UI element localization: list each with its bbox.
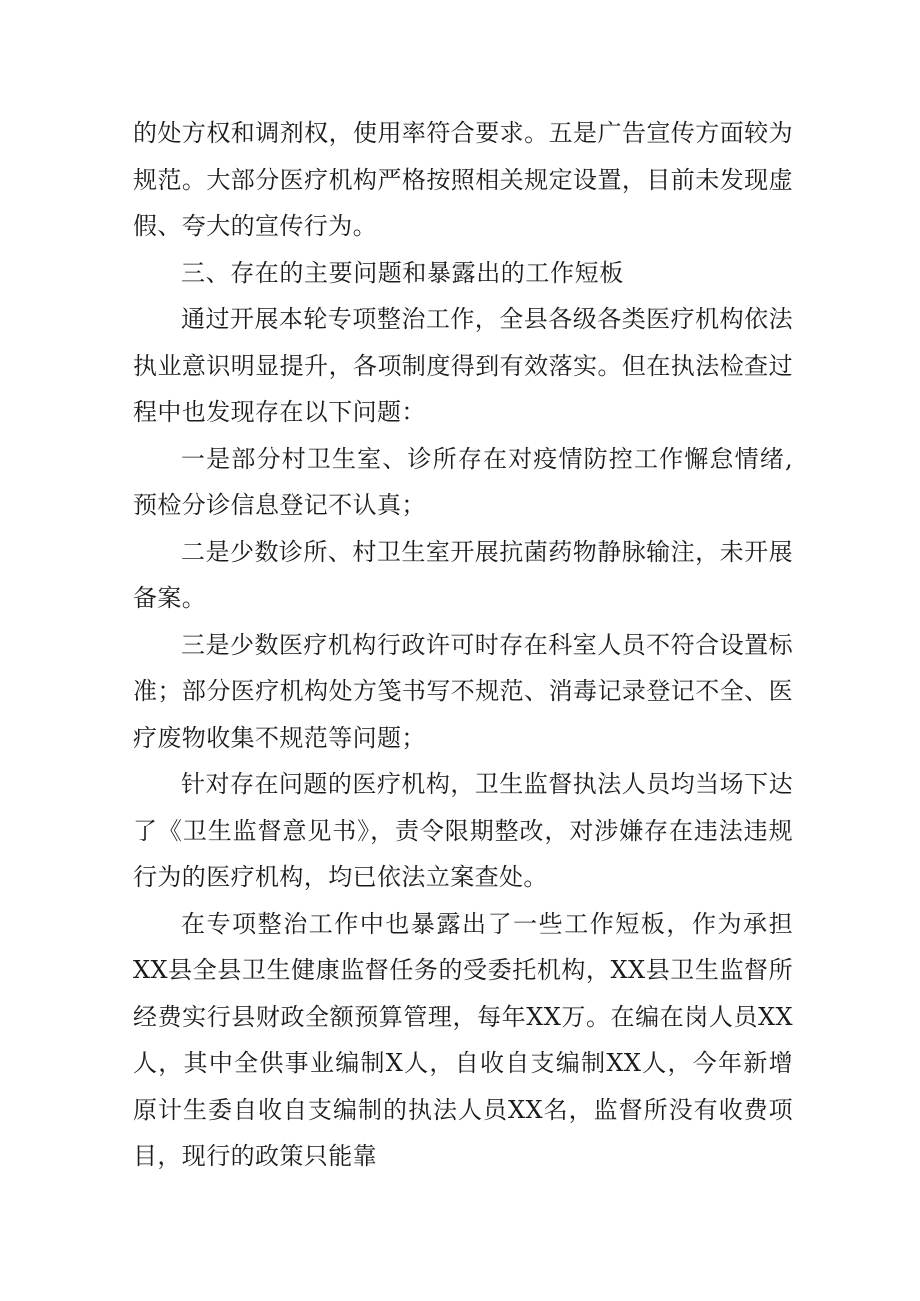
paragraph-problem-three: 三是少数医疗机构行政许可时存在科室人员不符合设置标准；部分医疗机构处方笺书写不规范、消毒记录登记不全、医疗废物收集不规范等问题；	[133, 630, 793, 752]
paragraph-shortcomings: 在专项整治工作中也暴露出了一些工作短板，作为承担XX县全县卫生健康监督任务的受委托机构，XX县卫生监督所经费实行县财政全额预算管理，每年XX万。在编在岗人员XX人，其中全供事业编制X人，自收自支编制XX人，今年新增原计生委自收自支编制的执法人员XX名，监督所没有收费项目，现行的政策只能靠	[133, 909, 793, 1170]
paragraph-continuation: 的处方权和调剂权，使用率符合要求。五是广告宣传方面较为规范。大部分医疗机构严格按照相关规定设置，目前未发现虚假、夸大的宣传行为。	[133, 119, 793, 240]
paragraph-problem-two: 二是少数诊所、村卫生室开展抗菌药物静脉输注，未开展备案。	[133, 537, 793, 612]
paragraph-overview: 通过开展本轮专项整治工作，全县各级各类医疗机构依法执业意识明显提升，各项制度得到有效落实。但在执法检查过程中也发现存在以下问题：	[133, 305, 793, 426]
paragraph-problem-one: 一是部分村卫生室、诊所存在对疫情防控工作懈怠情绪,预检分诊信息登记不认真；	[133, 444, 793, 519]
paragraph-remedy: 针对存在问题的医疗机构，卫生监督执法人员均当场下达了《卫生监督意见书》，责令限期整改，对涉嫌存在违法违规行为的医疗机构，均已依法立案查处。	[133, 770, 793, 891]
document-body	[133, 110, 793, 1180]
section-heading-three: 三、存在的主要问题和暴露出的工作短板	[181, 258, 624, 287]
